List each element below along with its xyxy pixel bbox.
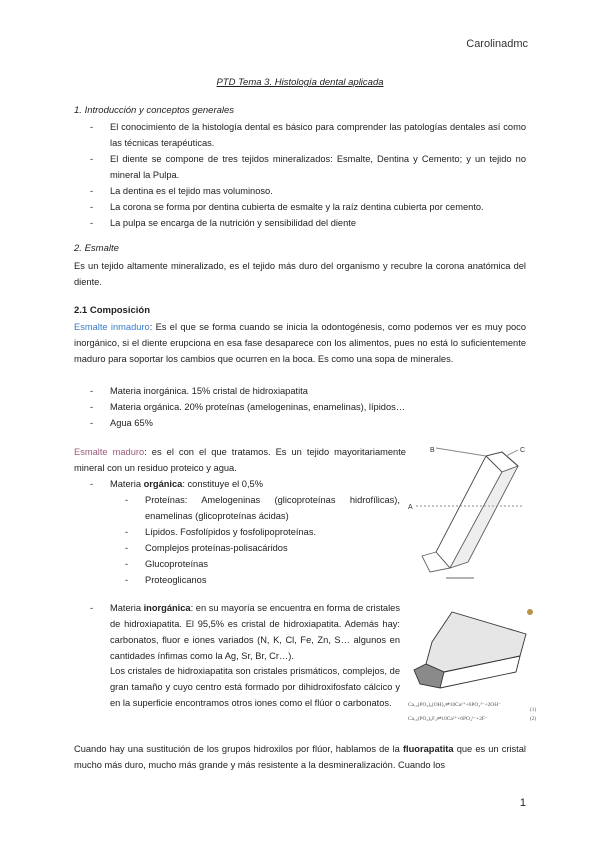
esmalte-inmaduro-label: Esmalte inmaduro — [74, 322, 150, 332]
author-header: Carolinadmc — [466, 38, 528, 50]
figure-label-b: B — [430, 447, 435, 454]
prism-shaded-face — [450, 466, 518, 568]
list-item: - La corona se forma por dentina cubierta de esmalte y la raíz dentina cubierta por cemento. — [90, 199, 526, 215]
organica-sublist — [125, 492, 400, 588]
formula-1-number: (1) — [530, 707, 537, 713]
esmalte-maduro-text: : es el con el que tratamos. Es un tejido mayoritariamente mineral con un residuo proteico y agua. — [74, 447, 406, 473]
crystal-bottom-edge — [440, 672, 516, 688]
figure-label-c: C — [520, 447, 526, 454]
enamel-prism-figure — [406, 444, 530, 584]
section-2-number: 2 — [74, 243, 80, 254]
list-item: - Glucoproteínas — [125, 556, 400, 572]
hydroxyapatite-crystal-figure — [408, 600, 542, 724]
list-item: - La dentina es el tejido mas voluminoso. — [90, 183, 526, 199]
materia-inorganica-list — [90, 600, 400, 664]
prism-base — [422, 552, 450, 572]
list-item: - El conocimiento de la histología dental es básico para comprender las patologías dentales así como las técnicas terapéuticas. — [90, 119, 526, 151]
list-item: - Lípidos. Fosfolípidos y fosfolipoproteínas. — [125, 524, 400, 540]
list-item: - El diente se compone de tres tejidos mineralizados: Esmalte, Dentina y Cemento; y un tejido no mineral la Pulpa. — [90, 151, 526, 183]
list-item: - Proteoglicanos — [125, 572, 400, 588]
formula-2-number: (2) — [530, 716, 537, 722]
document-title: PTD Tema 3. Histología dental aplicada — [216, 77, 384, 88]
section-2-heading — [74, 243, 119, 254]
decorative-mark — [527, 609, 533, 615]
formula-1: Ca₁₀(PO₄)₆(OH)₂⇌10Ca²⁺+6PO₄³⁻+2OH⁻ — [408, 702, 501, 708]
list-item: - Materia inorgánica: en su mayoría se encuentra en forma de cristales de hidroxiapatita. El 95,5% es cristal de hidroxiapatita. Además hay: carbonatos, fluor e iones variados (N, K, Cl, Fe, Zn, S… algunos en cantidades ínfimas como la Ag, Sr, Br, Cr…). — [90, 600, 400, 664]
esmalte-inmaduro-list — [90, 383, 526, 431]
list-item: - Materia orgánica. 20% proteínas (amelogeninas, enamelinas), lípidos… — [90, 399, 526, 415]
fluorapatita-paragraph: Cuando hay una sustitución de los grupos hidroxilos por flúor, hablamos de la fluorapatita que es un cristal mucho más duro, mucho más grande y más resistente a la desmineralización. Cuando los — [74, 744, 527, 770]
hidroxiapatita-paragraph: Los cristales de hidroxiapatita son cristales prismáticos, complejos, de gran tamaño y cuyo centro está formado por dihidroxifosfato cálcico y en la superficie encontramos otros iones como el flúor o carbonatos. — [110, 666, 400, 708]
section-2-title: . Esmalte — [79, 243, 119, 254]
page-number: 1 — [519, 797, 526, 809]
list-item: - La pulpa se encarga de la nutrición y sensibilidad del diente — [90, 215, 526, 231]
section-1-list — [90, 119, 526, 231]
esmalte-maduro-paragraph — [74, 444, 406, 476]
section-1-title: . Introducción y conceptos generales — [79, 105, 235, 116]
section-2-text: Es un tejido altamente mineralizado, es el tejido más duro del organismo y recubre la corona anatómica del diente. — [74, 261, 526, 287]
list-item: - Complejos proteínas-polisacáridos — [125, 540, 400, 556]
prism-outline — [436, 452, 518, 568]
list-item: - Agua 65% — [90, 415, 526, 431]
section-1-number: 1 — [74, 105, 80, 116]
list-item: - Materia orgánica: constituye el 0,5% — [90, 476, 400, 492]
pointer-c — [506, 450, 518, 456]
esmalte-maduro-label: Esmalte maduro — [74, 447, 145, 457]
esmalte-inmaduro-text: : Es el que se forma cuando se inicia la odontogénesis, como podemos ver es muy poco inorgánico, si el diente erupciona en esa fase desaparece con los alimentos, pues no está lo suficientemente maduro para soportar los cambios que ocurren en la boca. Es como una sopa de minerales. — [74, 322, 526, 364]
list-item: - Proteínas: Amelogeninas (glicoproteínas hidrofílicas), enamelinas (glicoproteínas ácidas) — [125, 492, 400, 524]
formula-2: Ca₁₀(PO₄)₆F₂⇌10Ca²⁺+6PO₄³⁻+2F⁻ — [408, 716, 488, 722]
list-item: - Materia inorgánica. 15% cristal de hidroxiapatita — [90, 383, 526, 399]
pointer-b — [436, 448, 486, 456]
crystal-side-edge — [516, 656, 520, 672]
section-1-heading — [74, 105, 234, 116]
figure-label-a: A — [408, 504, 413, 511]
esmalte-inmaduro-paragraph — [74, 319, 526, 367]
section-2-1-heading: 2.1 Composición — [74, 305, 151, 316]
materia-organica-list — [90, 476, 400, 492]
crystal-body — [426, 612, 526, 672]
